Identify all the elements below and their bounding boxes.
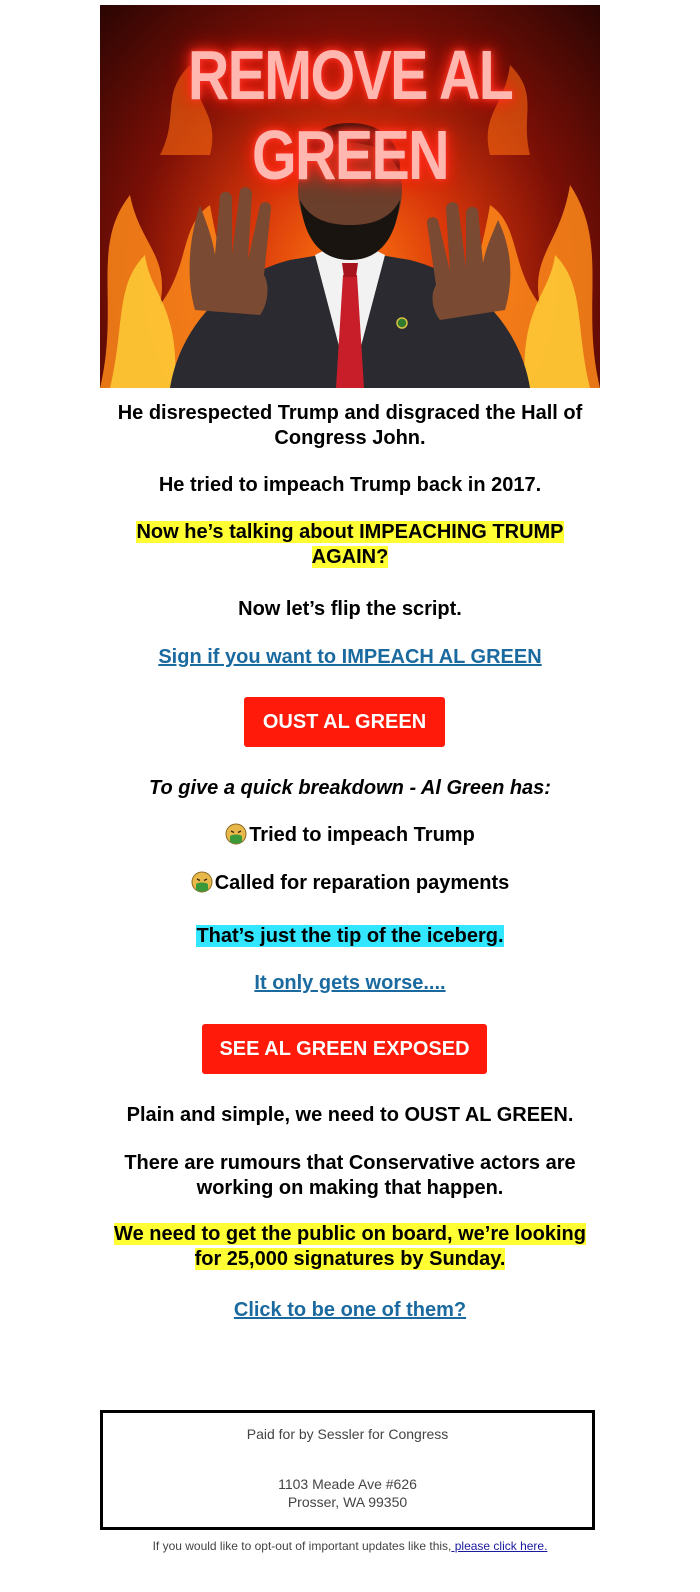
- optout-line: [0, 1539, 700, 1553]
- paragraph-signatures: [110, 1222, 590, 1272]
- paragraph-plain-simple: Plain and simple, we need to OUST AL GREEN.: [126, 1104, 574, 1126]
- highlight-yellow-text: We need to get the public on board, we’re looking for 25,000 signatures by Sunday.: [114, 1223, 586, 1270]
- bullet-impeach-trump: [100, 823, 600, 848]
- see-exposed-button[interactable]: SEE AL GREEN EXPOSED: [202, 1024, 487, 1074]
- nauseated-face-icon: [191, 871, 213, 893]
- highlight-yellow-text: Now he’s talking about IMPEACHING TRUMP AGAIN?: [136, 521, 564, 568]
- paragraph-impeaching-again: [130, 520, 570, 570]
- breakdown-heading: To give a quick breakdown - Al Green has:: [149, 777, 551, 799]
- paid-for-text: Paid for by Sessler for Congress: [246, 1426, 449, 1442]
- worse-link-container: [100, 971, 600, 996]
- paragraph-disrespected: He disrespected Trump and disgraced the Hall of Congress John.: [117, 402, 583, 449]
- oust-al-green-button[interactable]: OUST AL GREEN: [244, 697, 445, 747]
- address-line-1: 1103 Meade Ave #626: [278, 1476, 417, 1492]
- optout-text: If you would like to opt-out of important updates like this,: [152, 1539, 452, 1553]
- paragraph-rumours: There are rumours that Conservative actors are working on making that happen.: [124, 1152, 576, 1199]
- paragraph-impeach-2017: He tried to impeach Trump back in 2017.: [158, 474, 542, 496]
- bullet-text: Tried to impeach Trump: [249, 824, 475, 846]
- click-link-container: [100, 1298, 600, 1323]
- highlight-cyan-text: That’s just the tip of the iceberg.: [196, 925, 504, 947]
- paragraph-flip-script: Now let’s flip the script.: [238, 598, 462, 620]
- iceberg-line: [100, 924, 600, 949]
- click-be-one-link[interactable]: Click to be one of them?: [233, 1299, 467, 1321]
- tie-knot: [342, 263, 358, 277]
- bullet-text: Called for reparation payments: [214, 872, 510, 894]
- paid-for-box: [100, 1410, 595, 1530]
- optout-link[interactable]: please click here.: [451, 1539, 548, 1553]
- hero-image: [100, 5, 600, 388]
- lapel-pin: [397, 318, 407, 328]
- sign-impeach-link[interactable]: Sign if you want to IMPEACH AL GREEN: [158, 646, 542, 668]
- nauseated-face-icon: [225, 823, 247, 845]
- hero-title: REMOVE AL GREEN: [187, 36, 513, 194]
- left-hand: [190, 187, 271, 315]
- bullet-reparations: [100, 871, 600, 896]
- address-line-2: Prosser, WA 99350: [287, 1494, 408, 1510]
- sign-impeach-link-container: [100, 645, 600, 670]
- gets-worse-link[interactable]: It only gets worse....: [254, 972, 446, 994]
